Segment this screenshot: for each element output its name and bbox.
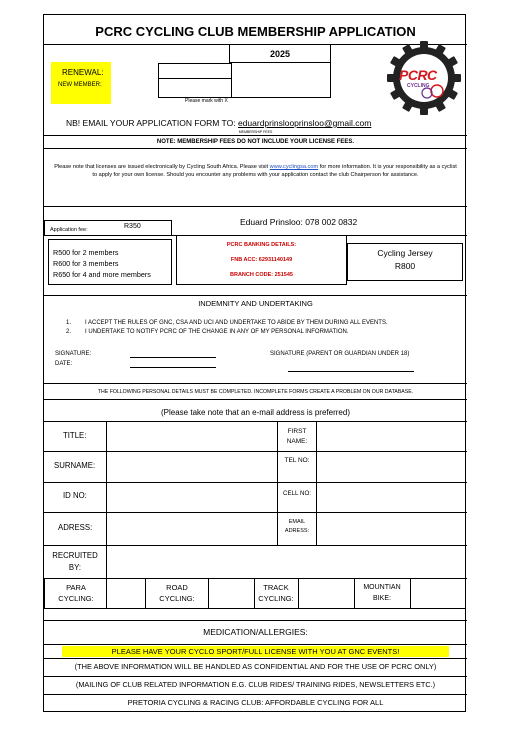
footer-line-2 bbox=[44, 676, 467, 677]
email-notice-prefix: NB! EMAIL YOUR APPLICATION FORM TO: bbox=[66, 118, 236, 128]
banking-branch: BRANCH CODE: 251545 bbox=[230, 272, 293, 278]
footer-line-1 bbox=[44, 658, 467, 659]
renewal-mark-box[interactable] bbox=[158, 63, 232, 79]
jersey-price: R800 bbox=[394, 261, 416, 271]
license-notice bbox=[52, 163, 459, 180]
family-rate-2: R500 for 2 members bbox=[53, 248, 119, 257]
confidential-note: (THE ABOVE INFORMATION WILL BE HANDLED AS CONFIDENTIAL AND FOR THE USE OF PCRC ONLY) bbox=[74, 662, 437, 671]
jersey-label: Cycling Jersey bbox=[377, 248, 433, 258]
address-label: ADRESS: bbox=[58, 523, 93, 532]
club-slogan: PRETORIA CYCLING & RACING CLUB: AFFORDABLE CYCLING FOR ALL bbox=[127, 698, 384, 707]
license-notice-part2: for more information. It is your responsibility as a cyclist to apply for your own license. Should you encounter any problems with your application contact the club Chairperson for assistance. bbox=[92, 164, 457, 179]
date-label: DATE: bbox=[55, 361, 73, 367]
signature-line[interactable] bbox=[130, 357, 216, 358]
mountain-bike-field[interactable] bbox=[411, 579, 465, 608]
email-notice bbox=[66, 118, 371, 129]
road-cycling-label: ROAD CYCLING: bbox=[159, 583, 195, 604]
indemnity-item-2-num: 2. bbox=[66, 329, 72, 335]
year-box bbox=[229, 44, 331, 63]
indemnity-title: INDEMNITY AND UNDERTAKING bbox=[198, 299, 313, 308]
fees-note-divider bbox=[44, 148, 467, 149]
surname-label: SURNAME: bbox=[54, 461, 96, 470]
disc-div-2 bbox=[145, 578, 146, 609]
membership-fees-tiny: MEMBERSHIP FEES bbox=[238, 130, 273, 134]
email-preferred-note: (Please take note that an e-mail address is preferred) bbox=[161, 408, 350, 417]
first-name-label: FIRST NAME: bbox=[286, 428, 308, 446]
para-cycling-label: PARA CYCLING: bbox=[58, 583, 94, 604]
road-cycling-field[interactable] bbox=[209, 579, 253, 608]
track-cycling-label: TRACK CYCLING: bbox=[258, 583, 294, 604]
new-member-label: NEW MEMBER: bbox=[58, 82, 102, 88]
medication-field[interactable] bbox=[45, 621, 466, 644]
disc-div-6 bbox=[354, 578, 355, 609]
indemnity-item-1-num: 1. bbox=[66, 320, 72, 326]
email-divider bbox=[44, 135, 467, 136]
medication-bottom bbox=[44, 644, 467, 645]
indemnity-divider bbox=[44, 383, 467, 384]
disc-div-4 bbox=[254, 578, 255, 609]
cell-no-label: CELL NO: bbox=[283, 490, 311, 497]
cycling-sa-link[interactable]: www.cyclingsa.com bbox=[269, 164, 319, 170]
mark-hint: Please mark with X bbox=[185, 98, 228, 104]
guardian-signature-label: SIGNATURE (PARENT OR GUARDIAN UNDER 18) bbox=[270, 351, 410, 357]
application-fee-label: Application fee: bbox=[50, 227, 88, 233]
email-address-label: EMAIL ADRESS: bbox=[284, 519, 310, 535]
fees-note: NOTE: MEMBERSHIP FEES DO NOT INCLUDE YOUR LICENSE FEES. bbox=[156, 139, 355, 145]
renewal-label: RENEWAL: bbox=[62, 68, 104, 77]
contact-info: Eduard Prinsloo: 078 002 0832 bbox=[240, 217, 358, 227]
banking-title: PCRC BANKING DETAILS: bbox=[226, 242, 297, 248]
membership-form bbox=[43, 14, 466, 712]
license-notice-part1: Please note that licenses are issued electronically by Cycling South Africa. Please visit bbox=[54, 164, 270, 170]
license-warning: PLEASE HAVE YOUR CYCLO SPORT/FULL LICENSE WITH YOU AT GNC EVENTS! bbox=[62, 646, 449, 657]
medication-label: MEDICATION/ALLERGIES: bbox=[203, 627, 308, 637]
mailing-note: (MAILING OF CLUB RELATED INFORMATION E.G. CLUB RIDES/ TRAINING RIDES, NEWSLETTERS ETC.) bbox=[75, 680, 436, 689]
application-fee-value: R350 bbox=[124, 223, 141, 230]
new-member-mark-box[interactable] bbox=[158, 78, 232, 98]
guardian-signature-line[interactable] bbox=[288, 371, 414, 372]
family-rate-3: R600 for 3 members bbox=[53, 259, 119, 268]
personal-notice: THE FOLLOWING PERSONAL DETAILS MUST BE COMPLETED. INCOMPLETE FORMS CREATE A PROBLEM ON OUR DATABASE. bbox=[97, 389, 414, 395]
logo-subtext: CYCLING bbox=[407, 83, 430, 89]
recruited-by-label: RECRUITED BY: bbox=[52, 551, 98, 573]
pcrc-logo bbox=[387, 41, 461, 115]
indemnity-item-1: I ACCEPT THE RULES OF GNC, CSA AND UCI AND UNDERTAKE TO ABIDE BY THEM DURING ALL EVENTS. bbox=[85, 320, 388, 326]
id-no-label: ID NO: bbox=[63, 491, 87, 500]
surname-field[interactable] bbox=[107, 452, 276, 481]
family-rate-4: R650 for 4 and more members bbox=[53, 270, 151, 279]
year: 2025 bbox=[269, 49, 291, 59]
cell-no-field[interactable] bbox=[317, 483, 466, 511]
title-field[interactable] bbox=[107, 422, 276, 450]
id-no-field[interactable] bbox=[107, 483, 276, 511]
title-field-label: TITLE: bbox=[63, 431, 87, 440]
email-address-field[interactable] bbox=[317, 513, 466, 544]
year-extra-box[interactable] bbox=[231, 62, 331, 98]
mountain-bike-label: MOUNTIAN BIKE: bbox=[363, 584, 401, 603]
signature-label: SIGNATURE: bbox=[55, 351, 92, 357]
personal-notice-divider bbox=[44, 399, 467, 400]
recruited-by-field[interactable] bbox=[107, 546, 466, 577]
footer-line-3 bbox=[44, 694, 467, 695]
para-cycling-field[interactable] bbox=[107, 579, 144, 608]
tel-no-field[interactable] bbox=[317, 452, 466, 481]
tel-no-label: TEL NO: bbox=[284, 457, 310, 464]
license-divider bbox=[44, 206, 467, 207]
banking-account: FNB ACC: 62931140149 bbox=[230, 257, 293, 263]
logo-text: PCRC bbox=[399, 67, 437, 83]
address-field[interactable] bbox=[107, 513, 276, 544]
indemnity-item-2: I UNDERTAKE TO NOTIFY PCRC OF THE CHANGE IN ANY OF MY PERSONAL INFORMATION. bbox=[85, 329, 349, 335]
track-cycling-field[interactable] bbox=[299, 579, 353, 608]
application-email-link[interactable]: eduardprinslooprinsloo@gmail.com bbox=[237, 118, 372, 128]
first-name-field[interactable] bbox=[317, 422, 466, 450]
page-title: PCRC CYCLING CLUB MEMBERSHIP APPLICATION bbox=[95, 24, 416, 39]
banking-divider bbox=[44, 295, 467, 296]
date-line[interactable] bbox=[130, 367, 216, 368]
